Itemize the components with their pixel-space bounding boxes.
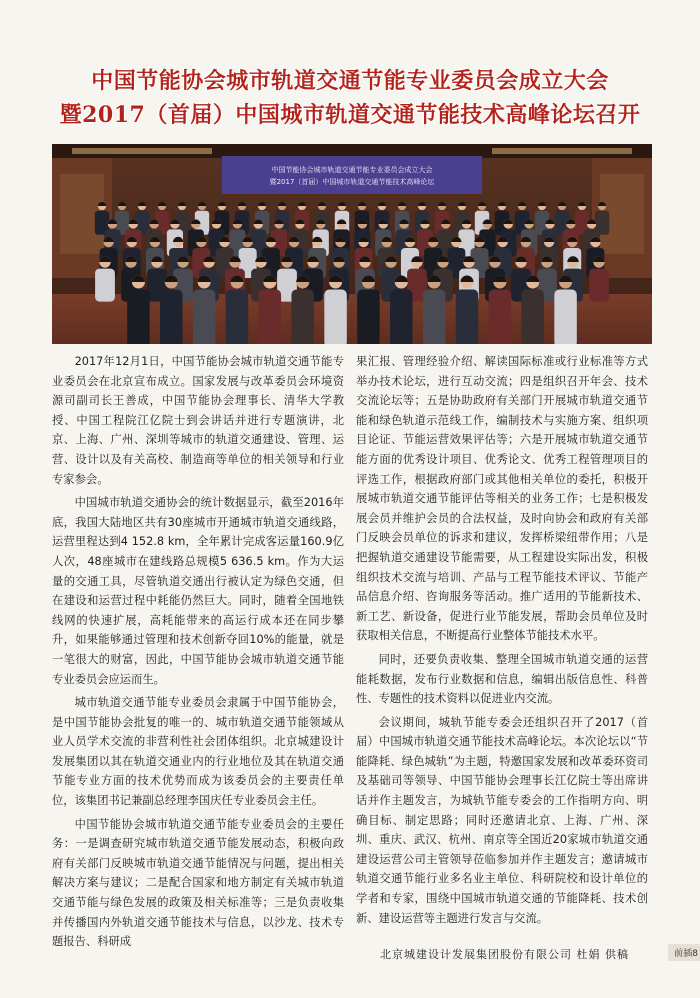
group-photo-illustration bbox=[52, 144, 652, 344]
article-right-column bbox=[356, 352, 648, 932]
attendee-body bbox=[390, 290, 413, 345]
attendee-body bbox=[291, 290, 314, 345]
paragraph-5: 同时，还要负责收集、整理全国城市轨道交通的运营能耗数据，发布行业数据和信息，编辑出版信息性、科普性、专题性的技术资料以促进业内交流。 bbox=[356, 652, 648, 706]
headline-line-1: 中国节能协会城市轨道交通节能专业委员会成立大会 bbox=[91, 68, 609, 94]
paragraph-1: 2017年12月1日，中国节能协会城市轨道交通节能专业委员会在北京宣布成立。国家发展与改革委员会环境资源司副司长王善成，中国节能协会理事长、清华大学教授、中国工程院江亿院士到会讲话并进行专题演讲，北京、上海、广州、深圳等城市的轨道交通建设、管理、运营、设计以及有关高校、制造商等单位的相关领导和行业专家参会。 bbox=[52, 355, 344, 486]
article-left-column bbox=[52, 352, 344, 956]
stage-banner bbox=[222, 156, 482, 194]
attendee-body bbox=[423, 290, 446, 345]
attendee-body bbox=[456, 290, 479, 345]
attendee-body bbox=[193, 290, 216, 345]
headline-line-2: 暨2017（首届）中国城市轨道交通节能技术高峰论坛召开 bbox=[59, 102, 641, 128]
stage-banner-line-1: 中国节能协会城市轨道交通节能专业委员会成立大会 bbox=[271, 166, 433, 174]
attendee-body bbox=[160, 290, 183, 345]
paragraph-2: 中国城市轨道交通协会的统计数据显示，截至2016年底，我国大陆地区共有30座城市开通城市轨道交通线路，运营里程达到4 152.8 km，全年累计完成客运量160.9亿人次，48座城市在建线路总规模5 636.5 km。作为大运量的交通工具，尽管轨道交通出行被认定为绿色交通，但在建设和运营过程中耗能仍然巨大。同时，随着全国地铁线网的快速扩展，高耗能带来的高运行成本还在同步攀升，如果能够通过管理和技术创新夺回10%的能量，就是一笔很大的财富，因此，中国节能协会城市轨道交通节能专业委员会应运而生。 bbox=[52, 496, 344, 686]
paragraph-4: 中国节能协会城市轨道交通节能专业委员会的主要任务：一是调查研究城市轨道交通节能发展动态，积极向政府有关部门反映城市轨道交通节能情况与问题，提出相关解决方案与建议；二是配合国家和地方制定有关城市轨道交通节能与绿色发展的政策及相关标准等；三是负责收集并传播国内外轨道交通节能技术与信息，以沙龙、技术专题报告、科研成 bbox=[52, 817, 344, 949]
attendee-body bbox=[324, 290, 347, 345]
attendee-body bbox=[489, 290, 512, 345]
paragraph-3: 城市轨道交通节能专业委员会隶属于中国节能协会，是中国节能协会批复的唯一的、城市轨道交通节能领域从业人员学术交流的非营利性社会团体组织。北京城建设计发展集团以其在轨道交通业内的行业地位及其在轨道交通节能专业方面的技术优势而成为该委员会的主要责任单位，该集团书记兼副总经理李国庆任专业委员会主任。 bbox=[52, 696, 344, 808]
byline: 北京城建设计发展集团股份有限公司 杜娟 供稿 bbox=[380, 948, 629, 961]
attendee-body bbox=[259, 290, 282, 345]
paragraph-4-continued: 果汇报、管理经验介绍、解读国际标准或行业标准等方式举办技术论坛，进行互动交流；四是组织召开年会、技术交流论坛等；五是协助政府有关部门开展城市轨道交通节能和绿色轨道示范线工作，编制技术与实施方案、组织项目论证、节能运营效果评估等；六是开展城市轨道交通节能方面的优秀设计项目、优秀论文、优秀工程管理项目的评选工作，根据政府部门或其他相关单位的委托，积极开展城市轨道交通节能评估等相关的业务工作；七是积极发展会员并维护会员的合法权益，及时向协会和政府有关部门反映会员单位的诉求和建议，发挥桥梁纽带作用；八是把握轨道交通建设节能需要，从工程建设实际出发，积极组织技术交流与培训、产品与工程节能技术评议、节能产品信息介绍、咨询服务等活动。推广适用的节能新技术、新工艺、新设备，促进行业节能发展，帮助会员单位及时获取相关信息，不断提高行业整体节能技术水平。 bbox=[356, 355, 648, 643]
attendee-body bbox=[226, 290, 249, 345]
group-photo bbox=[52, 144, 652, 344]
attendee-body bbox=[127, 290, 150, 345]
attendee-body bbox=[95, 269, 115, 302]
attendee-body bbox=[589, 269, 609, 302]
attendee-body bbox=[357, 290, 380, 345]
paragraph-6: 会议期间，城轨节能专委会还组织召开了2017（首届）中国城市轨道交通节能技术高峰论坛。本次论坛以“节能降耗、绿色城轨”为主题，特邀国家发展和改革委环资司及基础司等领导、中国节能协会理事长江亿院士等出席讲话并作主题发言，为城轨节能专委会的工作指明方向、明确目标、制定思路；同时还邀请北京、上海、广州、深圳、重庆、武汉、杭州、南京等全国近20家城市轨道交通建设运营公司主管领导莅临参加并作主题发言；邀请城市轨道交通节能行业多名业主单位、科研院校和设计单位的学者和专家，围绕中国城市轨道交通的节能降耗、技术创新、建设运营等主题进行发言与交流。 bbox=[356, 715, 648, 925]
attendee-body bbox=[554, 290, 577, 345]
attendee-body bbox=[521, 290, 544, 345]
stage-banner-line-2: 暨2017（首届）中国城市轨道交通节能技术高峰论坛 bbox=[269, 178, 435, 186]
page-tag: 前插8 bbox=[668, 944, 700, 961]
